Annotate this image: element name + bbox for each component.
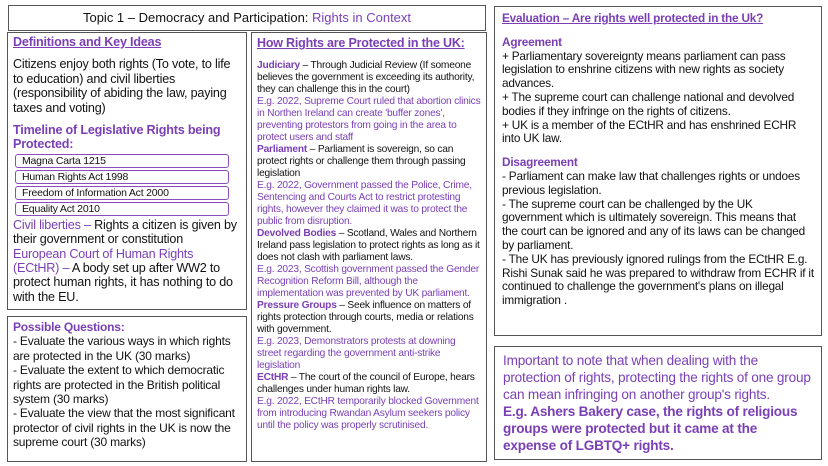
evaluation-heading: Evaluation – Are rights well protected in the Uk? [502, 11, 764, 25]
note-text: Important to note that when dealing with the protection of rights, protecting the rights of one group can mean infringing on another group's rights. [503, 353, 811, 402]
protection-text: – Scotland, Wales and Northern Ireland pass legislation to protect rights as long as it does not clash with parliament laws. [257, 228, 480, 263]
definition: Rights a citizen is given by their government or constitution [13, 217, 237, 247]
protection-term: ECtHR [257, 372, 289, 383]
title-highlight: Rights in Context [312, 10, 412, 25]
how-rights-protected-panel [251, 32, 487, 462]
timeline-item: Equality Act 2010 [15, 202, 229, 216]
possible-questions-panel [7, 316, 247, 462]
question-item: - Evaluate the various ways in which rights are protected in the UK (30 marks) [13, 334, 231, 363]
protection-example: E.g. 2023, Scottish government passed the Gender Recognition Reform Bill, although the implementation was prevented by UK parliament. [257, 264, 480, 299]
evaluation-panel [494, 6, 822, 336]
timeline-item: Freedom of Information Act 2000 [15, 186, 229, 200]
protection-example: E.g. 2022, Supreme Court ruled that abortion clinics in Northen Ireland can create 'buffer zones', preventing protestors from going in the area to protect users and staff [257, 96, 481, 143]
protection-item [257, 300, 481, 372]
protection-description [257, 60, 481, 96]
protection-term: Devolved Bodies [257, 228, 337, 239]
protection-text: – Through Judicial Review (If someone believes the government is exceeding its authority, they can challenge this in the court) [257, 60, 475, 95]
definitions-intro: Citizens enjoy both rights (To vote, to life to education) and civil liberties (responsibility of abiding the law, paying taxes and voting) [13, 57, 231, 115]
timeline-heading: Timeline of Legislative Rights being Protected: [13, 123, 221, 152]
definitions-heading: Definitions and Key Ideas [13, 35, 162, 49]
protection-description [257, 300, 481, 336]
question-item: - Evaluate the extent to which democratic rights are protected in the British political system (30 marks) [13, 363, 225, 407]
protection-item [257, 372, 481, 432]
definitions-panel [7, 32, 247, 310]
disagreement-heading: Disagreement [502, 155, 578, 170]
protection-item [257, 60, 481, 144]
agreement-point: + Parliamentary sovereignty means parliament can pass legislation to enshrine citizens with new rights as society advances. [502, 48, 786, 91]
protection-text: – Parliament is sovereign, so can protect rights or challenge them through passing legislation [257, 144, 466, 179]
disagreement-point: - The supreme court can be challenged by the UK government which is ultimately sovereign. This means that the court can be ignored and any of its laws can be changed by parliament. [502, 196, 805, 252]
ecthr-definition [13, 247, 241, 305]
note-example: E.g. Ashers Bakery case, the rights of religious groups were protected but it came at the expense of LGBTQ+ rights. [503, 404, 798, 453]
protection-term: Parliament [257, 144, 308, 155]
timeline-item: Magna Carta 1215 [15, 154, 229, 168]
disagreement-point: - The UK has previously ignored rulings from the ECtHR E.g. Rishi Sunak said he was prepared to withdraw from ECHR if it continued to challenge the government's plans on illegal immigration . [502, 251, 814, 308]
definition: A body set up after WW2 to protect human rights, it has nothing to do with the EU. [13, 261, 233, 304]
how-heading: How Rights are Protected in the UK: [257, 36, 465, 50]
page-title [8, 5, 486, 31]
protection-text: – The court of the council of Europe, hears challenges under human rights law. [257, 372, 475, 395]
disagreement-point: - Parliament can make law that challenges rights or undoes previous legislation. [502, 168, 800, 197]
title-text: Topic 1 – Democracy and Participation: [82, 10, 313, 25]
protection-example: E.g. 2022, Government passed the Police, Crime, Sentencing and Courts Act to restrict protesting rights, however they claimed it was to protect the public from disruption. [257, 180, 472, 227]
term: Civil liberties – [13, 217, 95, 232]
protection-item [257, 144, 481, 228]
protection-term: Judiciary [257, 60, 300, 71]
protection-item [257, 228, 481, 300]
protection-description [257, 372, 481, 396]
protection-example: E.g. 2023, Demonstrators protests at downing street regarding the government anti-strike legislation [257, 336, 456, 371]
timeline-item: Human Rights Act 1998 [15, 170, 229, 184]
term: European Court of Human Rights (ECtHR) – [13, 246, 194, 276]
civil-liberties-definition [13, 218, 241, 247]
agreement-heading: Agreement [502, 34, 562, 49]
protection-term: Pressure Groups [257, 300, 337, 311]
protection-description [257, 144, 481, 180]
agreement-point: + UK is a member of the ECtHR and has enshrined ECHR into UK law. [502, 117, 797, 146]
question-item: - Evaluate the view that the most significant protector of civil rights in the UK is now the supreme court (30 marks) [13, 406, 235, 450]
note-panel [494, 346, 822, 460]
protection-description [257, 228, 481, 264]
protection-example: E.g. 2022, ECtHR temporarily blocked Government from introducing Rwandan Asylum seekers policy until the policy was properly scrutinised. [257, 396, 479, 431]
protection-text: – Seek influence on matters of rights protection through courts, media or relations with government. [257, 300, 474, 335]
agreement-point: + The supreme court can challenge national and devolved bodies if they infringe on the rights of citizens. [502, 89, 795, 118]
questions-heading: Possible Questions: [13, 320, 125, 334]
